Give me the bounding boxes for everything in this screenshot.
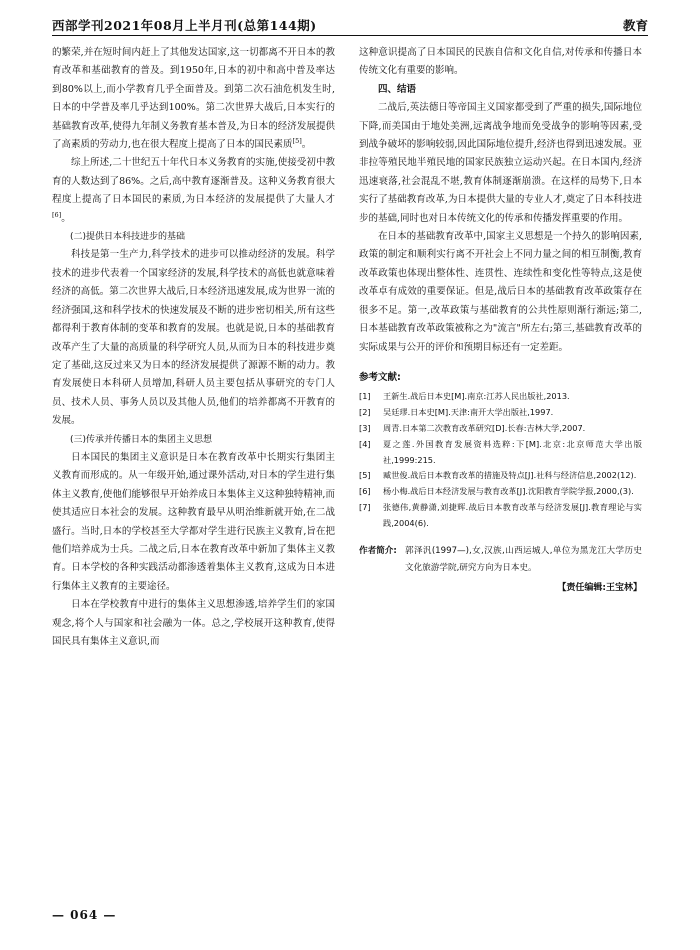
author-text: 郭泽汎(1997—),女,汉族,山西运城人,单位为黑龙江大学历史文化旅游学院,研究方向为日本史。 [405, 546, 642, 574]
paragraph: 综上所述,二十世纪五十年代日本义务教育的实施,使接受初中教育的人数达到了86%。之后,高中教育逐渐普及。这种义务教育很大程度上提高了日本国民的素质,为日本经济的发展提供了大量人才[6]。 [52, 157, 335, 224]
reference-item: [7] 张德伟,黄静潇,刘捷辉.战后日本教育改革与经济发展[J].教育理论与实践,2004(6). [359, 501, 642, 528]
citation: [5] [292, 136, 302, 145]
author-bio [359, 543, 642, 577]
paragraph: 科技是第一生产力,科学技术的进步可以推动经济的发展。科学技术的进步代表着一个国家经济的发展,科学技术的高低也就意味着经济的高低。第二次世界大战后,日本经济迅速发展,成为世界一流的经济强国,这和科学技术的快速发展及不断的进步密切相关,所有这些都得利于教育体制的变革和教育的发展。也就是说,日本的基础教育改革产生了大量的高质量的科学研究人员,从而为日本的科技进步奠定了基础,这反过来又为日本的经济发展提供了源源不断的动力。教育发展使日本科研人员增加,科研人员主要包括从事研究的专门人员、技术人员、事务人员以及其他人员,他们的培养都离不开教育的发展。 [52, 249, 335, 427]
section-heading: 四、结语 [378, 83, 417, 95]
subsection-heading: (二)提供日本科技进步的基础 [70, 232, 186, 243]
editor-credit: 【责任编辑:王宝林】 [557, 583, 642, 594]
reference-item: [5] 臧世俊.战后日本教育改革的措施及特点[J].社科与经济信息,2002(12). [359, 470, 637, 481]
right-column [359, 44, 642, 598]
section-label: 教育 [622, 18, 648, 33]
paragraph: 这种意识提高了日本国民的民族自信和文化自信,对传承和传播日本传统文化有重要的影响。 [359, 47, 642, 77]
page-number: — 064 — [52, 908, 117, 922]
references-list [359, 389, 642, 531]
running-header [52, 12, 648, 36]
header-rule [52, 35, 648, 36]
references-title: 参考文献: [359, 371, 401, 383]
author-label: 作者简介: [359, 546, 397, 557]
reference-item: [4] 夏之莲.外国教育发展资料选粹:下[M].北京:北京师范大学出版社,1999:215. [359, 438, 642, 465]
paragraph: 日本在学校教育中进行的集体主义思想渗透,培养学生们的家国观念,将个人与国家和社会融为一体。总之,学校展开这种教育,使得国民具有集体主义意识,而 [52, 599, 335, 647]
subsection-heading: (三)传承并传播日本的集团主义思想 [70, 434, 213, 445]
reference-item: [1] 王新生.战后日本史[M].南京:江苏人民出版社,2013. [359, 391, 570, 402]
citation: [6] [52, 210, 62, 219]
left-column [52, 44, 335, 651]
reference-item: [6] 杨小梅.战后日本经济发展与教育改革[J].沈阳教育学院学报,2000,(3). [359, 486, 634, 497]
paragraph: 日本国民的集团主义意识是日本在教育改革中长期实行集团主义教育而形成的。从一年级开始,通过课外活动,对日本的学生进行集体主义教育,使他们能够很早开始养成日本集体主义这种独特精神,而使其适应日本社会的发展。这种教育最早从明治维新就开始,在二战盛行。当时,日本的学校甚至大学都对学生进行民族主义教育,旨在把他们培养成为士兵。二战之后,日本在教育改革中新加了集体主义教育。日本学校的各种实践活动都渗透着集体主义教育,这成为日本进行集体主义教育的主要途径。 [52, 451, 335, 592]
paragraph: 的繁荣,并在短时间内赶上了其他发达国家,这一切都离不开日本的教育改革和基础教育的普及。到1950年,日本的初中和高中普及率达到80%以上,而小学教育几乎全面普及。到第二次石油危机发生时,日本的中学普及率几乎达到100%。第二次世界大战后,日本实行的基础教育改革,使得九年制义务教育基本普及,为日本的经济发展提供了高素质的劳动力,也在很大程度上提高了日本的国民素质[5]。 [52, 47, 335, 151]
paragraph: 二战后,英法德日等帝国主义国家都受到了严重的损失,国际地位下降,而美国由于地处美洲,远离战争地而免受战争的影响等因素,受到战争破坏的影响较弱,因此国际地位提升,经济也得到迅速发展。亚非拉等殖民地半殖民地的国家民族独立运动兴起。在日本国内,经济迅速衰落,社会混乱不堪,教育体制逐渐崩溃。在这样的局势下,日本实行了基础教育改革,为日本提供大量的专业人才,奠定了日本科技进步的基础,同时也对日本传统文化的传承和传播发挥重要的作用。 [359, 102, 642, 224]
journal-title: 西部学刊2021年08月上半月刊(总第144期) [52, 18, 317, 33]
paragraph: 在日本的基础教育改革中,国家主义思想是一个持久的影响因素,政策的制定和顺利实行离不开社会上不同力量之间的相互制衡,教育改革政策也体现出整体性、连贯性、连续性和变化性等特点,这是使改革卓有成效的重要保证。但是,战后日本的基础教育改革政策存在很多不足。第一,改革政策与基础教育的公共性原则渐行渐远;第二,日本基础教育改革政策被称之为"流言"所左右;第三,基础教育改革的实际成果与公开的评价和预期目标还有一定差距。 [359, 231, 642, 353]
reference-item: [2] 吴廷璆.日本史[M].天津:南开大学出版社,1997. [359, 407, 554, 418]
reference-item: [3] 周青.日本第二次教育改革研究[D].长春:吉林大学,2007. [359, 422, 586, 433]
